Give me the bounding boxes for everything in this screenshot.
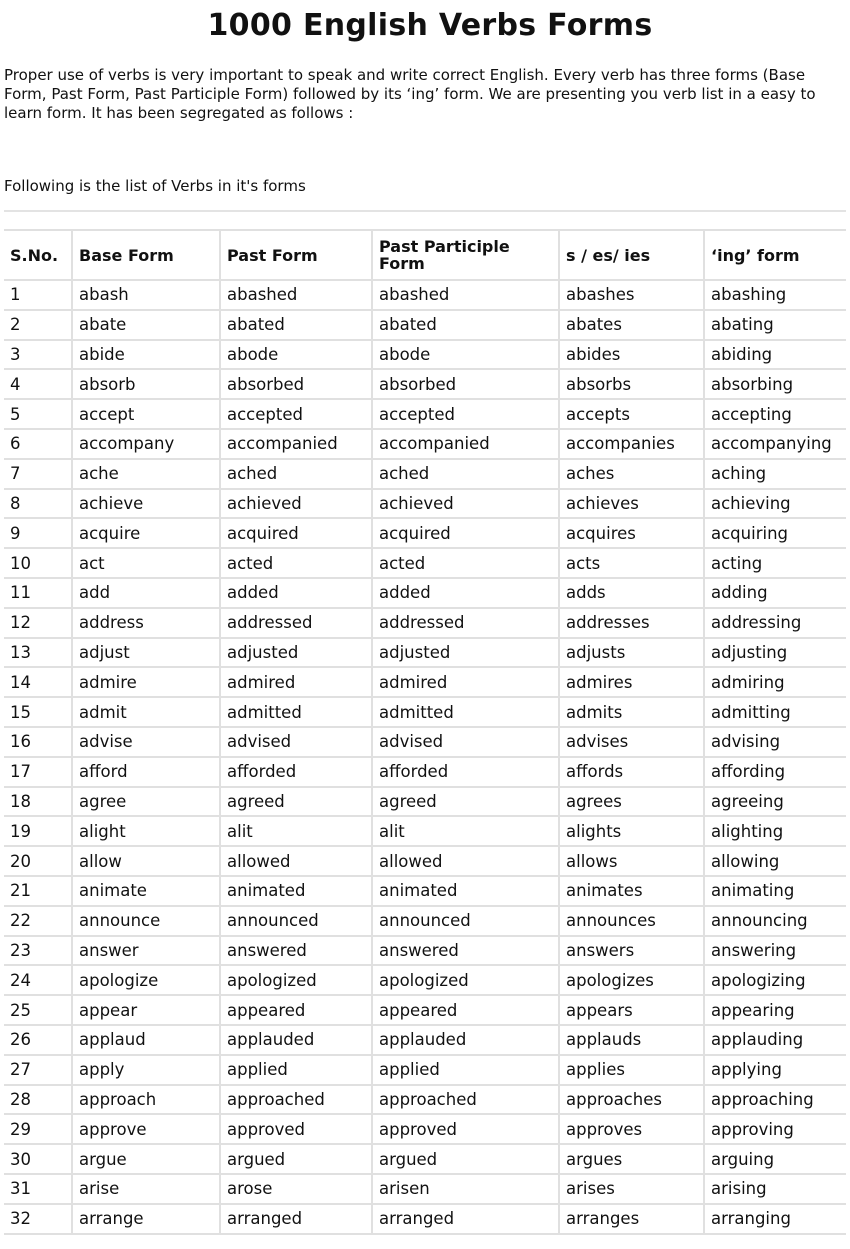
cell-base-form: afford [72,757,220,787]
cell-past-participle: abated [372,310,559,340]
cell-past-form: approached [220,1085,372,1115]
cell-past-participle: allowed [372,846,559,876]
cell-base-form: abide [72,340,220,370]
cell-past-participle: addressed [372,608,559,638]
table-row [4,399,846,429]
cell-past-participle: announced [372,906,559,936]
table-row [4,1174,846,1204]
cell-base-form: argue [72,1144,220,1174]
cell-base-form: approve [72,1114,220,1144]
cell-ing-form: abashing [704,280,846,310]
cell-base-form: accept [72,399,220,429]
cell-sno: 8 [4,489,72,519]
cell-base-form: arise [72,1174,220,1204]
cell-ing-form: accepting [704,399,846,429]
cell-ing-form: acting [704,548,846,578]
table-row [4,489,846,519]
cell-sno: 7 [4,459,72,489]
cell-ing-form: affording [704,757,846,787]
cell-ing-form: apologizing [704,965,846,995]
cell-base-form: apply [72,1055,220,1085]
table-row [4,280,846,310]
cell-past-participle: accepted [372,399,559,429]
cell-past-participle: answered [372,936,559,966]
cell-ing-form: addressing [704,608,846,638]
cell-past-participle: adjusted [372,638,559,668]
cell-past-form: achieved [220,489,372,519]
cell-sno: 28 [4,1085,72,1115]
cell-ing-form: arising [704,1174,846,1204]
cell-past-form: advised [220,727,372,757]
cell-past-participle: absorbed [372,369,559,399]
cell-s-es-ies: applauds [559,1025,704,1055]
cell-sno: 15 [4,697,72,727]
cell-ing-form: answering [704,936,846,966]
cell-base-form: apologize [72,965,220,995]
cell-ing-form: acquiring [704,518,846,548]
header-s-es-ies: s / es/ ies [559,230,704,280]
cell-base-form: adjust [72,638,220,668]
cell-past-form: argued [220,1144,372,1174]
cell-past-form: appeared [220,995,372,1025]
cell-s-es-ies: accompanies [559,429,704,459]
cell-base-form: abate [72,310,220,340]
page-title: 1000 English Verbs Forms [207,8,653,43]
cell-past-form: adjusted [220,638,372,668]
cell-sno: 6 [4,429,72,459]
cell-base-form: add [72,578,220,608]
table-row [4,1055,846,1085]
cell-past-form: abode [220,340,372,370]
header-past-form: Past Form [220,230,372,280]
cell-past-participle: approved [372,1114,559,1144]
cell-base-form: act [72,548,220,578]
cell-past-participle: accompanied [372,429,559,459]
cell-base-form: acquire [72,518,220,548]
cell-past-form: admired [220,667,372,697]
cell-past-participle: ached [372,459,559,489]
header-ing-form: ‘ing’ form [704,230,846,280]
cell-s-es-ies: acquires [559,518,704,548]
table-row [4,1114,846,1144]
cell-s-es-ies: argues [559,1144,704,1174]
table-row [4,459,846,489]
table-row [4,936,846,966]
table-row [4,757,846,787]
cell-sno: 1 [4,280,72,310]
cell-sno: 23 [4,936,72,966]
cell-sno: 3 [4,340,72,370]
table-row [4,340,846,370]
table-row [4,667,846,697]
cell-sno: 12 [4,608,72,638]
cell-ing-form: admiring [704,667,846,697]
cell-past-form: applauded [220,1025,372,1055]
cell-past-participle: afforded [372,757,559,787]
cell-s-es-ies: apologizes [559,965,704,995]
cell-base-form: admit [72,697,220,727]
cell-past-form: applied [220,1055,372,1085]
cell-ing-form: achieving [704,489,846,519]
cell-past-participle: acted [372,548,559,578]
table-row [4,1144,846,1174]
cell-past-participle: added [372,578,559,608]
cell-past-participle: arranged [372,1204,559,1234]
cell-past-form: alit [220,816,372,846]
cell-past-participle: argued [372,1144,559,1174]
cell-past-participle: apologized [372,965,559,995]
table-row [4,995,846,1025]
cell-sno: 24 [4,965,72,995]
cell-past-form: absorbed [220,369,372,399]
cell-past-form: accompanied [220,429,372,459]
cell-base-form: approach [72,1085,220,1115]
table-row [4,816,846,846]
cell-ing-form: applauding [704,1025,846,1055]
cell-s-es-ies: applies [559,1055,704,1085]
cell-ing-form: aching [704,459,846,489]
intro-text: Proper use of verbs is very important to speak and write correct English. Every verb has three forms (Base Form, Past Form, Past Participle Form) followed by its ‘ing’ form. We are presenting you verb list in a easy to learn form. It has been segregated as follows : [4,66,816,122]
intro-paragraph [4,66,850,123]
cell-s-es-ies: aches [559,459,704,489]
cell-sno: 32 [4,1204,72,1234]
cell-s-es-ies: appears [559,995,704,1025]
cell-s-es-ies: alights [559,816,704,846]
header-sno: S.No. [4,230,72,280]
cell-s-es-ies: admires [559,667,704,697]
cell-ing-form: advising [704,727,846,757]
cell-s-es-ies: answers [559,936,704,966]
cell-sno: 13 [4,638,72,668]
cell-s-es-ies: arranges [559,1204,704,1234]
cell-sno: 20 [4,846,72,876]
cell-past-participle: admired [372,667,559,697]
cell-s-es-ies: approves [559,1114,704,1144]
cell-ing-form: abating [704,310,846,340]
cell-base-form: accompany [72,429,220,459]
table-row [4,578,846,608]
cell-s-es-ies: agrees [559,787,704,817]
cell-sno: 18 [4,787,72,817]
divider [4,210,846,212]
cell-s-es-ies: admits [559,697,704,727]
cell-ing-form: allowing [704,846,846,876]
table-row [4,965,846,995]
cell-past-participle: admitted [372,697,559,727]
cell-base-form: absorb [72,369,220,399]
table-row [4,697,846,727]
cell-base-form: announce [72,906,220,936]
cell-s-es-ies: abides [559,340,704,370]
cell-past-form: apologized [220,965,372,995]
cell-past-participle: approached [372,1085,559,1115]
cell-ing-form: agreeing [704,787,846,817]
table-row [4,1025,846,1055]
table-row [4,518,846,548]
cell-past-form: added [220,578,372,608]
cell-s-es-ies: affords [559,757,704,787]
list-subheading: Following is the list of Verbs in it's forms [4,177,306,195]
table-row [4,608,846,638]
cell-ing-form: alighting [704,816,846,846]
cell-past-form: animated [220,876,372,906]
cell-sno: 17 [4,757,72,787]
cell-s-es-ies: animates [559,876,704,906]
cell-sno: 4 [4,369,72,399]
cell-past-form: abated [220,310,372,340]
cell-ing-form: accompanying [704,429,846,459]
cell-past-form: arose [220,1174,372,1204]
header-base-form: Base Form [72,230,220,280]
cell-ing-form: arranging [704,1204,846,1234]
table-row [4,846,846,876]
cell-past-form: abashed [220,280,372,310]
cell-base-form: applaud [72,1025,220,1055]
cell-past-form: acquired [220,518,372,548]
cell-past-participle: animated [372,876,559,906]
cell-ing-form: animating [704,876,846,906]
cell-base-form: alight [72,816,220,846]
cell-past-participle: appeared [372,995,559,1025]
cell-past-participle: acquired [372,518,559,548]
cell-ing-form: adding [704,578,846,608]
table-row [4,429,846,459]
cell-sno: 21 [4,876,72,906]
cell-sno: 25 [4,995,72,1025]
cell-past-form: agreed [220,787,372,817]
cell-sno: 19 [4,816,72,846]
cell-s-es-ies: allows [559,846,704,876]
cell-past-participle: abode [372,340,559,370]
cell-base-form: address [72,608,220,638]
cell-sno: 2 [4,310,72,340]
cell-sno: 9 [4,518,72,548]
cell-past-form: afforded [220,757,372,787]
cell-base-form: animate [72,876,220,906]
cell-past-participle: agreed [372,787,559,817]
cell-s-es-ies: approaches [559,1085,704,1115]
cell-past-participle: abashed [372,280,559,310]
cell-sno: 27 [4,1055,72,1085]
cell-base-form: answer [72,936,220,966]
cell-s-es-ies: abashes [559,280,704,310]
cell-past-participle: applied [372,1055,559,1085]
cell-s-es-ies: adjusts [559,638,704,668]
table-row [4,727,846,757]
cell-past-form: addressed [220,608,372,638]
cell-ing-form: announcing [704,906,846,936]
cell-ing-form: abiding [704,340,846,370]
table-row [4,1085,846,1115]
cell-past-participle: advised [372,727,559,757]
table-row [4,548,846,578]
table-row [4,369,846,399]
cell-sno: 30 [4,1144,72,1174]
cell-past-form: accepted [220,399,372,429]
cell-base-form: achieve [72,489,220,519]
cell-base-form: admire [72,667,220,697]
cell-ing-form: appearing [704,995,846,1025]
cell-past-participle: achieved [372,489,559,519]
cell-ing-form: approving [704,1114,846,1144]
cell-base-form: ache [72,459,220,489]
cell-sno: 10 [4,548,72,578]
cell-s-es-ies: absorbs [559,369,704,399]
cell-base-form: arrange [72,1204,220,1234]
cell-s-es-ies: adds [559,578,704,608]
cell-past-form: allowed [220,846,372,876]
cell-base-form: advise [72,727,220,757]
table-row [4,906,846,936]
verb-forms-table [4,229,846,1235]
cell-base-form: agree [72,787,220,817]
cell-sno: 5 [4,399,72,429]
cell-sno: 22 [4,906,72,936]
cell-past-participle: applauded [372,1025,559,1055]
cell-ing-form: arguing [704,1144,846,1174]
cell-s-es-ies: acts [559,548,704,578]
cell-past-form: arranged [220,1204,372,1234]
table-row [4,787,846,817]
header-past-participle-form: Past Participle Form [372,230,559,280]
cell-sno: 29 [4,1114,72,1144]
cell-base-form: appear [72,995,220,1025]
cell-past-form: admitted [220,697,372,727]
table-row [4,310,846,340]
cell-past-form: answered [220,936,372,966]
cell-s-es-ies: addresses [559,608,704,638]
cell-s-es-ies: achieves [559,489,704,519]
cell-s-es-ies: arises [559,1174,704,1204]
cell-ing-form: applying [704,1055,846,1085]
cell-past-participle: arisen [372,1174,559,1204]
cell-ing-form: admitting [704,697,846,727]
cell-base-form: allow [72,846,220,876]
cell-s-es-ies: announces [559,906,704,936]
table-header-row [4,230,846,280]
cell-ing-form: adjusting [704,638,846,668]
cell-sno: 31 [4,1174,72,1204]
cell-sno: 26 [4,1025,72,1055]
table-body [4,280,846,1234]
cell-ing-form: approaching [704,1085,846,1115]
cell-base-form: abash [72,280,220,310]
cell-past-form: approved [220,1114,372,1144]
cell-past-participle: alit [372,816,559,846]
cell-sno: 16 [4,727,72,757]
cell-past-form: announced [220,906,372,936]
table-row [4,638,846,668]
cell-s-es-ies: abates [559,310,704,340]
cell-sno: 11 [4,578,72,608]
cell-ing-form: absorbing [704,369,846,399]
cell-s-es-ies: advises [559,727,704,757]
cell-past-form: acted [220,548,372,578]
cell-sno: 14 [4,667,72,697]
cell-s-es-ies: accepts [559,399,704,429]
table-row [4,1204,846,1234]
cell-past-form: ached [220,459,372,489]
table-row [4,876,846,906]
